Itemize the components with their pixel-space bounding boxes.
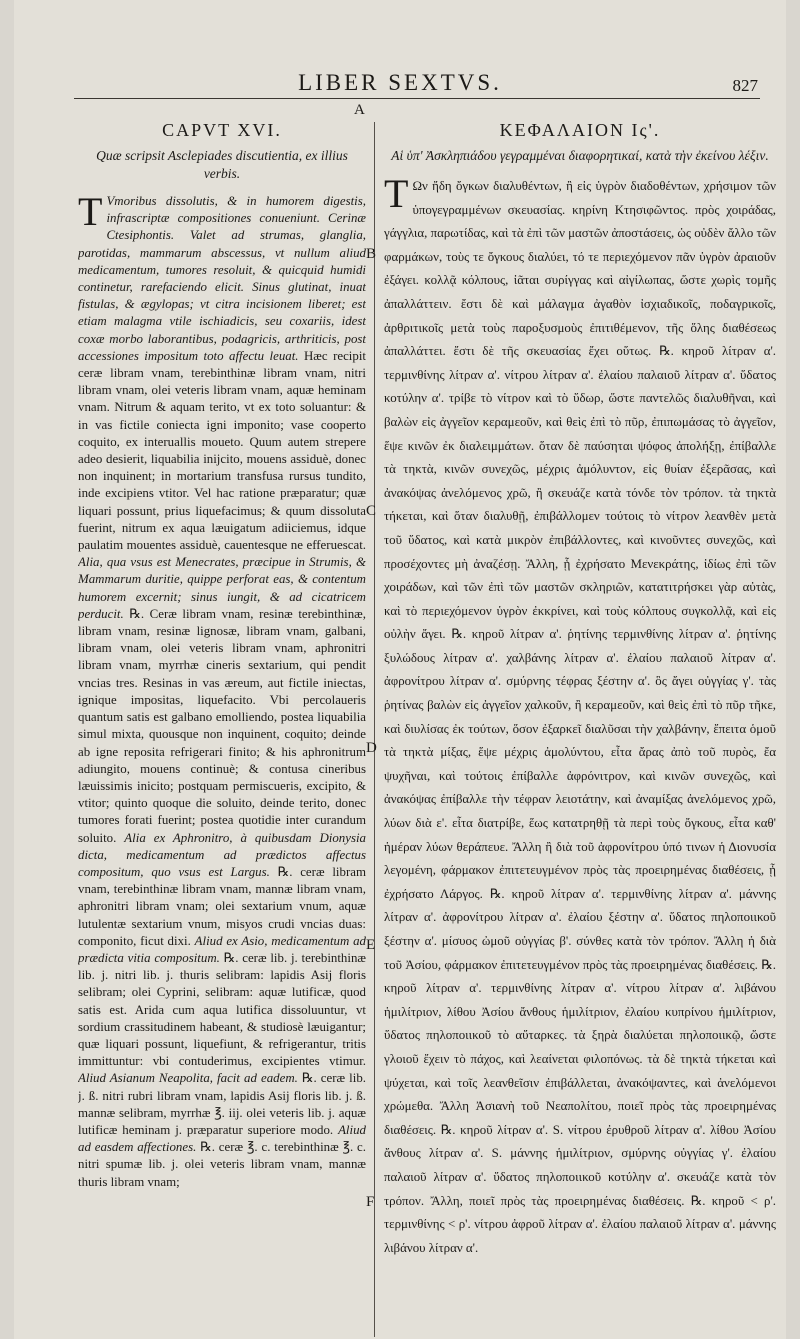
latin-chapter-title: CAPVT XVI. <box>162 120 282 140</box>
latin-recipe-heading: Aliud ex Asio, medicamentum ad prædicta vitia compositum. <box>78 933 366 965</box>
latin-recipe-heading: Alia, qua vsus est Menecrates, præcipue in Strumis, & Mammarum duritie, quippe perforat eas, & contentum humorem excernit; sinus iungit, & ad cicatricem perducit. <box>78 555 366 621</box>
latin-text-run: ℞. ceræ lib. j. terebinthinæ lib. j. nitri lib. j. thuris selibram: lapidis Asij floris selibram; olei Cyprini, selibram: aquæ lutificæ, quod satis est. Arida cum aqua lutifica dissoluuntur, vt sordium crassitudinem habeant, & studiosè læuigantur; quæ liquari possunt, liquefiunt, & refrigerantur, tritis immittuntur: vbi contuderimus, excipientes vtimur. <box>78 950 366 1069</box>
header-rule <box>74 98 760 99</box>
running-title: LIBER SEXTVS. <box>298 70 502 95</box>
latin-recipe-heading: Alia ex Aphronitro, à quibusdam Dionysia dicta, medicamentum ad prædictos affectus compositum, quo vsus est Largus. <box>78 830 366 879</box>
latin-recipe-heading: Vmoribus dissolutis, & in humorem digestis, infrascriptæ compositiones conueniunt. Cerinæ Ctesiphontis. Valet ad strumas, glanglia, parotidas, mammarum abscessus, vt nullum aliud medicamentum, tumores resoluit, & quicquid humidi continetur, rarefaciendo elicit. Sinus glutinat, inuat fistulas, & ægylopas; vt citra incisionem liberet; est etiam malagma vtile ischiadicis, seu coxariis, idest coxæ morbo laborantibus, podagricis, arthriticis, post accessiones impositum toto affectu leuat. <box>78 194 366 363</box>
latin-text-run: ℞. ceræ libram vnam, terebinthinæ libram vnam, mannæ libram vnam, aphronitri libram vnam; olei sextarium vnum, aquæ lutulentæ sextarium vnum, misyos crudi vncias duas: componito, ficut dixi. <box>78 864 366 948</box>
page-number: 827 <box>732 76 758 95</box>
latin-recipe-heading: Aliud ad easdem affectiones. <box>78 1122 366 1155</box>
greek-body-text <box>384 171 776 1260</box>
margin-letter-c: C <box>366 503 377 519</box>
latin-chapter-subtitle: Quæ scripsit Asclepiades discutientia, ex illius verbis. <box>96 148 348 181</box>
margin-letter-b: B <box>366 246 377 262</box>
greek-chapter-title: ΚΕΦΑΛΑΙΟΝ Ις'. <box>499 120 661 140</box>
latin-body-text <box>78 189 366 1191</box>
book-page <box>14 0 786 1339</box>
running-head <box>14 68 786 98</box>
margin-letter-f: F <box>366 1194 375 1210</box>
latin-text-run: ℞. ceræ lib. j. ß. nitri rubri libram vnam, lapidis Asij floris lib. j. ß. mannæ selibram, myrrhæ ℥. iij. olei veteris lib. j. aquæ lutificæ heminam j. præparatur superiore modo. <box>78 1071 366 1137</box>
latin-text-run: Hæc recipit ceræ libram vnam, terebinthinæ libram vnam, nitri libram vnam, olei veteris libram vnam, aquæ heminam vnam. Nitrum & aquam terito, vt ex toto soluantur: & in vas fictile coniecta igni imponito; vase cooperto coquito, ex interuallis moueto. Quum autem strepere adeo desierit, liquabilia inijcito, mouens assiduè, donec non inquinent; in mortarium transfusa rursus tundito, inde excipiens vtitor. Vel hac ratione præparatur; quæ liquari possunt, prius liquefacimus; & quum dissoluta fuerint, nitrum ex aqua læuigatum adiiciemus, idque paulatim mouentes assiduè, cauentesque ne efferuescat. <box>78 348 366 553</box>
latin-segments <box>78 189 366 1189</box>
greek-chapter-subtitle: Αἱ ὑπ' Ἀσκληπιάδου γεγραμμέναι διαφορητικαί, κατὰ τὴν ἐκείνου λέξιν. <box>391 148 769 163</box>
latin-text-run: ℞. Ceræ libram vnam, resinæ terebinthinæ, libram vnam, resinæ lignosæ, libram vnam, galbani, libram vnam, olei veteris libram vnam, aphronitri libram vnam, myrrhæ cineris sextarium, qui pendit vncias tres. Resinas in vas æreum, aut fictile iniectas, ignique impositas, liquefacito. Vbi percolaueris quantum satis est galbano emolliendo, postea liquabilia simul mixta, quousque non inquinent, coquito; deinde ab igne reposita refrigerari finito; & his aphronitrum adiungito, mouens continuè; & contusa cineribus læuissimis inicito; postquam permiscueris, excipito, & vtitor; quinto quoque die soluito, deinde terito, donec tumores forati fuerint; postea quotidie inter curandum soluito. <box>78 606 366 845</box>
greek-column <box>384 120 776 1335</box>
column-divider <box>374 122 375 1337</box>
greek-initial: Τ <box>384 171 409 216</box>
margin-letter-d: D <box>366 740 377 756</box>
latin-column <box>78 120 366 1335</box>
section-letter-a: A <box>354 102 365 118</box>
latin-recipe-heading: Aliud Asianum Neapolita, facit ad eadem. <box>78 1071 298 1086</box>
latin-initial: T <box>78 189 103 234</box>
latin-text-run: ℞. ceræ ℥. c. terebinthinæ ℥. c. nitri spumæ lib. j. olei veteris libram vnam, mannæ thuris libram vnam; <box>78 1140 366 1189</box>
margin-letter-e: E <box>366 937 376 953</box>
greek-text: Ων ἤδη ὄγκων διαλυθέντων, ἢ εἰς ὑγρὸν διαδοθέντων, χρήσιμον τῶν ὑπογεγραμμένων σκευασίας. κηρίνη Κτησιφῶντος. πρὸς χοιράδας, γάγγλια, παρωτίδας, καὶ τὰ ἐπὶ τῶν μαστῶν ἀποστάσεις, ὡς οὐδὲν ἄλλο τῶν φαρμάκων, τοὺς τε ὄγκους διαλύει, τό τε περιεχόμενον πᾶν ὑγρὸν ἀραιοῦν ἐξάγει. κολλᾷ κόλπους, ἰᾶται συρίγγας καὶ αἰγίλωπας, ὥστε χωρὶς τομῆς ἀπαλλάττειν. ἔστι δὲ καὶ μάλαγμα ἀγαθὸν ἰσχιαδικοῖς, ποδαγρικοῖς, ἀρθριτικοῖς μετὰ τοὺς παροξυσμοὺς ἐπιτιθέμενον, τῆς ὅλης διαθέσεως ἀπαλλάττει. ἔστι δὲ τῆς σκευασίας ἔχει οὕτως. ℞. κηροῦ λίτραν α'. τερμινθίνης λίτραν α'. νίτρου λίτραν α'. ἐλαίου παλαιοῦ λίτραν α'. ὕδατος κοτύλην α'. τρίβε τὸ νίτρον καὶ τὸ ὕδωρ, ὥστε παντελῶς διαλυθῆναι, καὶ βαλὼν εἰς ἀγγεῖον κεραμεοῦν, καὶ θεὶς ἐπὶ τὸ πῦρ, ἐπιπωμάσας τὸ ἀγγεῖον, ἕψε κινῶν ἐκ διαλειμμάτων. ὅταν δὲ παύσηται ψόφος ἀπολήξῃ, ἐπίβαλλε τὰ τηκτὰ, κινῶν συνεχῶς, μέχρις ἀμόλυντον, εἰς θυίαν ἐξερᾶσας, καὶ ἀνακόψας ἀνελόμενος χρῶ, ἢ σκευάζε κατὰ τόνδε τὸν τρόπον. τὰ τηκτὰ τήκεται, καὶ ὅταν διαλυθῇ, ἐπιβάλλομεν τούτοις τὸ νίτρον λεανθὲν μετὰ τοῦ ὕδατος, καὶ κατὰ μικρὸν ἐπιβάλλοντες, καὶ κινοῦντες συνεχῶς, καὶ προσέχοντες μὴ ἀναζέσῃ. Ἄλλη, ᾗ ἐχρήσατο Μενεκράτης, ἰδίως ἐπὶ τῶν χοιράδων, καὶ τῶν ἐπὶ τῶν μαστῶν σκληριῶν, κατατιτρήσκει γὰρ αὐτὰς, καὶ τὸ περιεχόμενον ὑγρὸν ἐκκρίνει, καὶ τοὺς κόλπους συγκολλᾷ, καὶ εἰς οὐλὴν ἄγει. ℞. κηροῦ λίτραν α'. ῥητίνης τερμινθίνης λίτραν α'. ῥητίνης ξυλώδους λίτραν α'. χαλβάνης λίτραν α'. ἐλαίου παλαιοῦ λίτραν α'. ἀφρονίτρου λίτραν α'. σμύρνης τέφρας ξέστην α'. ὃς ἄγει οὐγγίας γ'. τὰς ῥητίνας βαλὼν εἰς ἀγγεῖον χαλκοῦν, ἢ κεραμεοῦν, καὶ θεὶς ἐπὶ τὸ πῦρ τῆκε, καὶ διυλίσας ἐκ τούτων, ὅσον ἐξαρκεῖ διαλῦσαι τὴν χαλβάνην, ἔπειτα ὁμοῦ τὰ τηκτὰ μίξας, ἕψε μέχρις ἀμολύντου, εἶτα ἄρας ἀπὸ τοῦ πυρὸς, ἔα ψυχῆναι, καὶ τούτοις ἐπίβαλλε ἀφρόνιτρον, καὶ κινῶν συνεχῶς, καὶ ἀνακόψας ἐπίβαλλε τὴν τέφραν λειοτάτην, καὶ ἀναμίξας ἀνελόμενος χρῶ, λύων διὰ ε'. εἶτα διατρίβε, ἕως κατατρηθῇ τὰ περὶ τοὺς ὄγκους, εἶτα καθ' ἡμέραν λύων θεράπευε. Ἄλλη ἢ διὰ τοῦ ἀφρονίτρου ὑπό τινων ἡ Διονυσία λεγομένη, φάρμακον ἐπιτετευγμένον πρὸς τὰς προειρημένας διαθέσεις, ᾗ ἐχρήσατο Λάργος. ℞. κηροῦ λίτραν α'. τερμινθίνης λίτραν α'. μάννης λίτραν α'. ἀφρονίτρου λίτραν α'. ἐλαίου ξέστην α'. ὕδατος πηλοποιικοῦ ξέστην α'. μίσυος ὠμοῦ οὐγγίας β'. σύνθες κατὰ τὸν τρόπον. Ἄλλη ἡ διὰ τοῦ Ἀσίου, φάρμακον ἐπιτετευγμένον πρὸς τὰς προειρημένας διαθέσεις. ℞. κηροῦ λίτραν α'. τερμινθίνης λίτραν α'. νίτρου λίτραν α'. λιβάνου ἡμιλίτριον, λίθου Ἀσίου ἄνθους ἡμιλίτριον, ἐλαίου κυπρίνου ἡμιλίτριον, ὕδατος πηλοποιικοῦ τὸ αὔταρκες. τὰ ξηρὰ διαλύεται πηλοποιικῷ, ὥστε γλοιοῦ ἔχειν τὸ πάχος, καὶ λεαίνεται φιλοπόνως. τὰ δὲ τηκτὰ τήκεται καὶ ψύχεται, καὶ τοῖς λεανθεῖσιν ἐπιβάλλεται, ἀνακόψαντες, καὶ ἀνελόμενοι χρώμεθα. Ἄλλη Ἀσιανὴ τοῦ Νεαπολίτου, ποιεῖ πρὸς τὰς προειρημένας διαθέσεις. ℞. κηροῦ λίτραν α'. S. νίτρου ἐρυθροῦ λίτραν α'. λίθου Ἀσίου ἄνθους λίτραν α'. S. μάννης ἡμιλίτριον, σμύρνης οὐγγίας γ'. ἐλαίου παλαιοῦ λίτραν α'. ὕδατος πηλοποιικοῦ κοτύλην α'. σκευάζε κατὰ τὸν τρόπον. Ἄλλη, ποιεῖ πρὸς τὰς προειρημένας διαθέσεις. ℞. κηροῦ < ρ'. τερμινθίνης < ρ'. νίτρου ἀφροῦ λίτραν α'. ἐλαίου παλαιοῦ λίτραν α'. μάννης λιβάνου λίτραν α'. <box>384 179 776 1255</box>
